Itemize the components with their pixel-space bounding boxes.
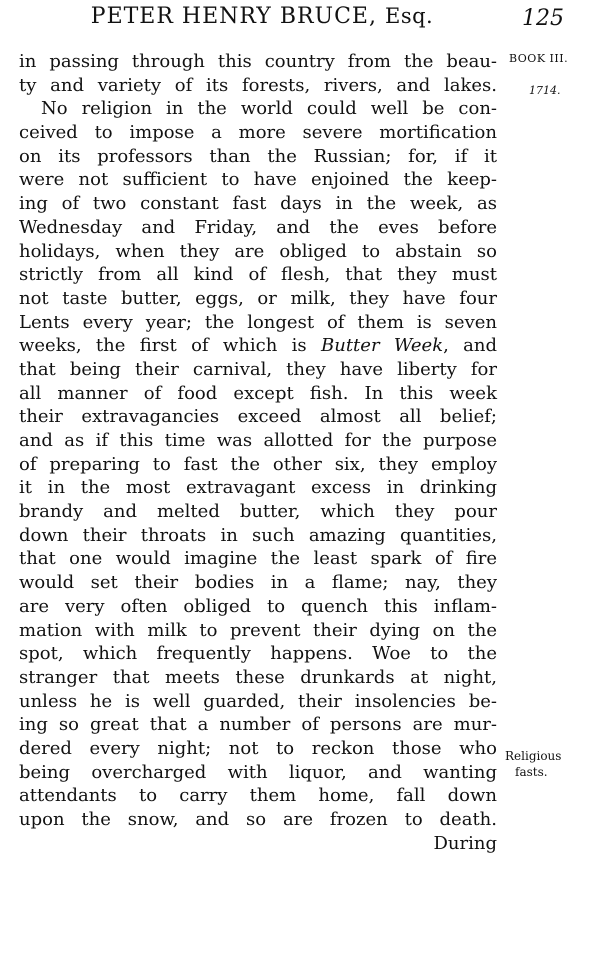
page-number: 125 [522,6,564,31]
text-line-with-italic [19,334,497,358]
text-line: all manner of food except fish. In this week [19,382,497,404]
text-line: mation with milk to prevent their dying on the [19,619,497,641]
text-line: being overcharged with liquor, and wanting [19,761,497,783]
text-line: that being their carnival, they have liberty for [19,358,497,380]
italic-term-butter-week: Butter Week [321,335,444,357]
text-line: their extravagancies exceed almost all belief; [19,406,497,428]
text-line: would set their bodies in a flame; nay, they [19,572,497,594]
text-line: ty and variety of its forests, rivers, and lakes. [19,74,497,96]
text-segment: weeks, the first of which is [19,335,307,357]
text-line: stranger that meets these drunkards at night, [19,666,497,688]
text-segment: , and [443,335,497,357]
margin-note-line: fasts. [515,765,548,779]
paragraph-first-line: No religion in the world could well be con- [41,98,497,120]
text-line: holidays, when they are obliged to abstain so [19,240,497,262]
text-line: strictly from all kind of flesh, that they must [19,264,497,286]
catchword: During [433,832,497,854]
text-line: upon the snow, and so are frozen to death. [19,809,497,830]
text-line: and as if this time was allotted for the purpose [19,430,497,451]
text-line: brandy and melted butter, which they pour [19,501,497,523]
text-line: not taste butter, eggs, or milk, they have four [19,287,497,309]
text-line: dered every night; not to reckon those who [19,737,497,759]
text-line: in passing through this country from the beau- [19,51,497,72]
margin-year: 1714. [529,84,561,97]
text-line: it in the most extravagant excess in drinking [19,477,497,499]
text-line: unless he is well guarded, their insolencies be- [19,690,497,712]
text-line: were not sufficient to have enjoined the keep- [19,169,497,191]
running-head-suffix: Esq. [384,4,434,28]
text-line: that one would imagine the least spark of fire [19,548,497,570]
text-line: down their throats in such amazing quantities, [19,524,497,546]
text-line: Wednesday and Friday, and the eves before [19,216,497,238]
text-line: ing of two constant fast days in the week, as [19,193,497,215]
text-line: on its professors than the Russian; for, if it [19,145,497,167]
margin-note-line: Religious [505,749,562,763]
text-line: are very often obliged to quench this inflam- [19,595,497,617]
running-head [42,4,482,29]
text-line: ceived to impose a more severe mortification [19,122,497,144]
text-line: spot, which frequently happens. Woe to the [19,643,497,665]
text-line: of preparing to fast the other six, they employ [19,453,497,475]
margin-book-label: BOOK III. [509,52,569,65]
text-line: attendants to carry them home, fall down [19,785,497,807]
text-line: Lents every year; the longest of them is seven [19,311,497,333]
running-head-title: PETER HENRY BRUCE, [90,4,377,29]
margin-note-religious-fasts [505,748,561,780]
body-text [19,50,497,855]
text-line: ing so great that a number of persons are mur- [19,714,497,736]
